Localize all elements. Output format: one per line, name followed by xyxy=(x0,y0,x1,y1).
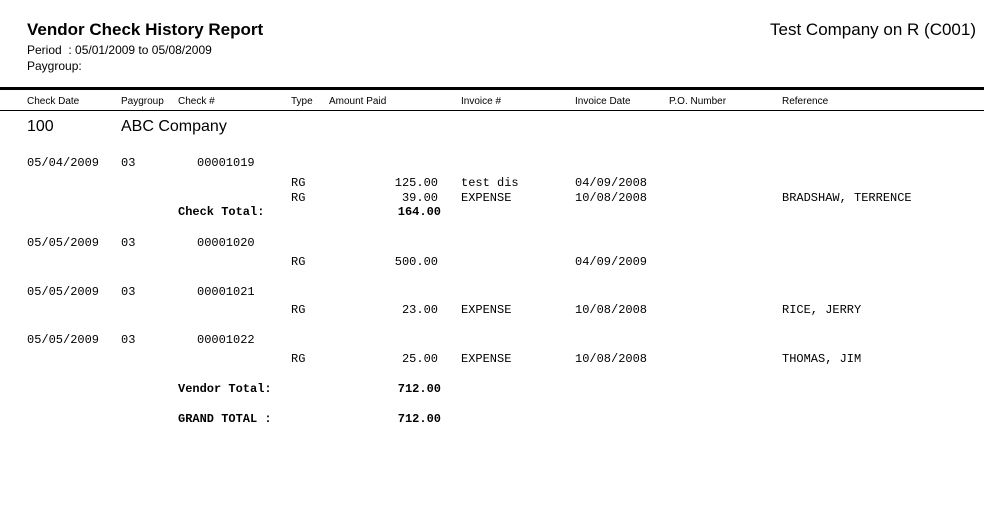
line-invoice: EXPENSE xyxy=(461,303,512,317)
line-type: RG xyxy=(291,255,306,269)
col-paygroup: Paygroup xyxy=(121,96,164,107)
line-type: RG xyxy=(291,352,306,366)
line-amount: 23.00 xyxy=(401,303,438,317)
check-paygroup: 03 xyxy=(121,333,136,347)
col-invoice-date: Invoice Date xyxy=(575,96,631,107)
line-type: RG xyxy=(291,176,306,190)
line-invoice-date: 04/09/2009 xyxy=(575,255,648,269)
line-type: RG xyxy=(291,303,306,317)
column-header-divider xyxy=(0,110,984,111)
col-amount-paid: Amount Paid xyxy=(329,96,387,107)
line-invoice: EXPENSE xyxy=(461,352,512,366)
period-value: 05/01/2009 to 05/08/2009 xyxy=(75,43,212,57)
check-number: 00001019 xyxy=(197,156,255,170)
vendor-name: ABC Company xyxy=(121,118,227,135)
line-reference: RICE, JERRY xyxy=(782,303,862,317)
col-check-date: Check Date xyxy=(27,96,80,107)
check-paygroup: 03 xyxy=(121,156,136,170)
vendor-total-value: 712.00 xyxy=(397,382,441,396)
line-amount: 500.00 xyxy=(394,255,438,269)
line-invoice-date: 04/09/2008 xyxy=(575,176,648,190)
line-invoice-date: 10/08/2008 xyxy=(575,303,648,317)
grand-total-label: GRAND TOTAL : xyxy=(178,412,272,426)
line-type: RG xyxy=(291,191,306,205)
company-name: Test Company on R (C001) xyxy=(770,20,976,39)
line-invoice: test dis xyxy=(461,176,519,190)
check-date: 05/05/2009 xyxy=(27,236,100,250)
report-title: Vendor Check History Report xyxy=(27,20,264,39)
check-number: 00001020 xyxy=(197,236,255,250)
grand-total-value: 712.00 xyxy=(397,412,441,426)
check-number: 00001022 xyxy=(197,333,255,347)
check-number: 00001021 xyxy=(197,285,255,299)
check-date: 05/05/2009 xyxy=(27,333,100,347)
period-label: Period xyxy=(27,43,62,57)
line-amount: 39.00 xyxy=(401,191,438,205)
period-line: Period : 05/01/2009 to 05/08/2009 xyxy=(27,43,212,57)
check-paygroup: 03 xyxy=(121,236,136,250)
col-check-number: Check # xyxy=(178,96,215,107)
line-amount: 25.00 xyxy=(401,352,438,366)
vendor-total-label: Vendor Total: xyxy=(178,382,272,396)
col-type: Type xyxy=(291,96,313,107)
line-invoice-date: 10/08/2008 xyxy=(575,191,648,205)
paygroup-label: Paygroup: xyxy=(27,59,82,73)
line-reference: BRADSHAW, TERRENCE xyxy=(782,191,912,205)
check-paygroup: 03 xyxy=(121,285,136,299)
line-reference: THOMAS, JIM xyxy=(782,352,862,366)
line-amount: 125.00 xyxy=(394,176,438,190)
line-invoice: EXPENSE xyxy=(461,191,512,205)
header-divider xyxy=(0,87,984,90)
vendor-code: 100 xyxy=(27,118,54,135)
col-invoice-number: Invoice # xyxy=(461,96,502,107)
col-po-number: P.O. Number xyxy=(669,96,727,107)
check-total-label: Check Total: xyxy=(178,205,265,219)
line-invoice-date: 10/08/2008 xyxy=(575,352,648,366)
check-date: 05/04/2009 xyxy=(27,156,100,170)
check-total-value: 164.00 xyxy=(397,205,441,219)
check-date: 05/05/2009 xyxy=(27,285,100,299)
col-reference: Reference xyxy=(782,96,829,107)
